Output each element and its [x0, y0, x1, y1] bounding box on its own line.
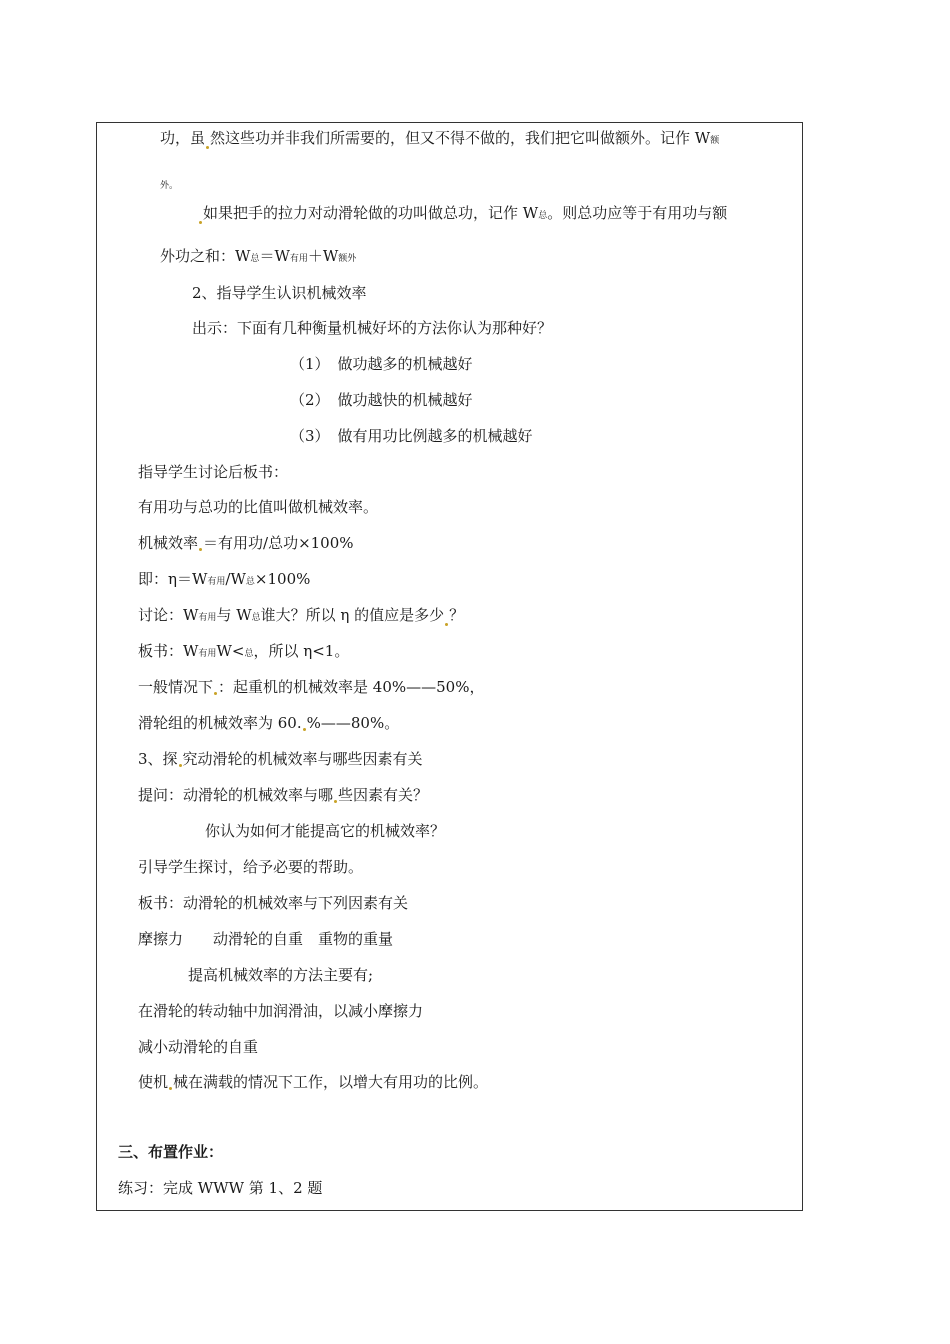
homework-title: 三、布置作业：: [118, 1143, 224, 1161]
annotation-mark: [334, 800, 337, 803]
efficiency-formula-symbolic: 即：η＝W有用/W总×100%: [138, 570, 311, 588]
efficiency-formula: 机械效率 ＝有用功/总功×100%: [138, 534, 354, 552]
annotation-mark: [199, 548, 202, 551]
question-factors: 提问：动滑轮的机械效率与哪 些因素有关？: [138, 786, 429, 804]
option-1: （1） 做功越多的机械越好: [290, 355, 473, 373]
section-2-title: 2、指导学生认识机械效率: [192, 284, 367, 302]
paragraph-total-work: 如果把手的拉力对动滑轮做的功叫做总功，记作 W总。则总功应等于有用功与额: [198, 203, 727, 226]
pulley-efficiency: 滑轮组的机械效率为 60. %——80%。: [138, 714, 400, 732]
paragraph-extra-work: 功，虽 然这些功并非我们所需要的，但又不得不做的，我们把它叫做额外。记作 W额: [160, 129, 720, 147]
board-note-factors: 板书：动滑轮的机械效率与下列因素有关: [138, 894, 409, 912]
annotation-mark: [169, 1087, 172, 1090]
section-2-question: 出示：下面有几种衡量机械好坏的方法你认为那种好？: [192, 319, 553, 337]
paragraph-extra-work-end: 外。: [160, 181, 179, 191]
annotation-mark: [206, 146, 209, 149]
board-note-comparison: 板书：W有用W<总，所以 η<1。: [138, 642, 350, 660]
section-3-title: 3、探 究动滑轮的机械效率与哪些因素有关: [138, 750, 423, 768]
homework-text: 练习：完成 WWW 第 1、2 题: [118, 1179, 323, 1197]
option-3: （3） 做有用功比例越多的机械越好: [290, 427, 533, 445]
method-reduce-weight: 减小动滑轮的自重: [138, 1038, 259, 1056]
method-full-load: 使机 械在满载的情况下工作，以增大有用功的比例。: [138, 1073, 489, 1091]
guide-text: 指导学生讨论后板书：: [138, 463, 289, 481]
discussion-question: 讨论：W有用与 W总谁大？所以 η 的值应是多少 ？: [138, 606, 465, 624]
efficiency-definition: 有用功与总功的比值叫做机械效率。: [138, 498, 379, 516]
methods-title: 提高机械效率的方法主要有;: [188, 966, 374, 984]
annotation-mark: [303, 728, 306, 731]
method-lubricate: 在滑轮的转动轴中加润滑油，以减小摩擦力: [138, 1002, 424, 1020]
general-efficiency: 一般情况下 ：起重机的机械效率是 40%——50%，: [138, 678, 485, 696]
lead-students: 引导学生探讨，给予必要的帮助。: [138, 858, 364, 876]
annotation-mark: [214, 692, 217, 695]
annotation-mark: [179, 764, 182, 767]
annotation-mark: [199, 221, 202, 224]
question-improve: 你认为如何才能提高它的机械效率？: [205, 822, 446, 840]
factors-list: 摩擦力 动滑轮的自重 重物的重量: [138, 930, 394, 948]
paragraph-total-sum: 外功之和：W总＝W有用＋W额外: [160, 247, 357, 265]
option-2: （2） 做功越快的机械越好: [290, 391, 473, 409]
annotation-mark: [445, 623, 448, 626]
